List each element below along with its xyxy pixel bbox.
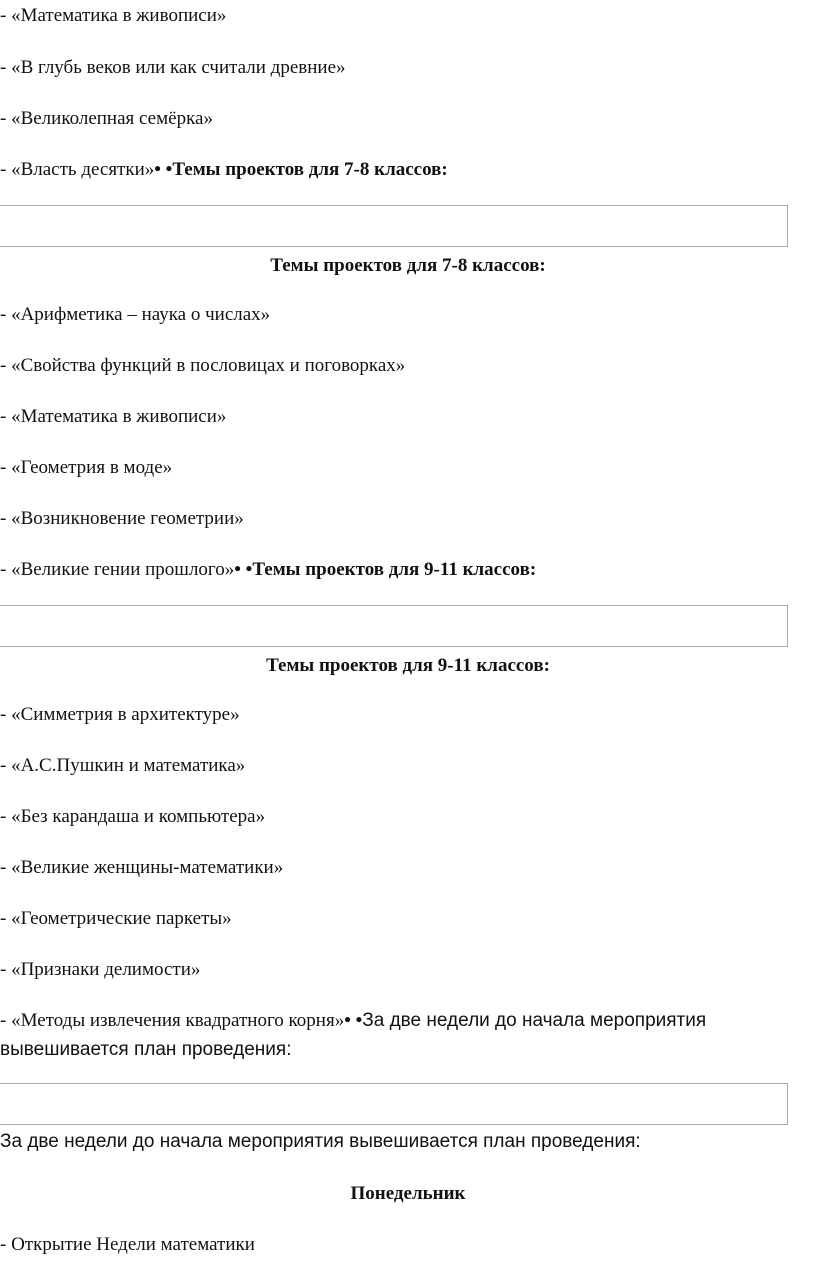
topic-item: - «Возникновение геометрии» <box>0 508 244 529</box>
topic-item: - «Геометрические паркеты» <box>0 908 232 929</box>
topic-item: - «Без карандаша и компьютера» <box>0 806 266 827</box>
bullet-marks: • • <box>154 159 173 180</box>
day-heading: Понедельник <box>350 1183 466 1204</box>
topic-item: - «Геометрия в моде» <box>0 457 173 478</box>
topic-item: - «Арифметика – наука о числах» <box>0 304 271 325</box>
topic-item: - «А.С.Пушкин и математика» <box>0 755 246 776</box>
empty-frame <box>0 1083 788 1125</box>
topic-item-with-heading <box>0 158 448 182</box>
topic-item: - «Математика в живописи» <box>0 406 227 427</box>
day-item: - Открытие Недели математики <box>0 1234 255 1255</box>
topic-item: - «Великолепная семёрка» <box>0 108 213 129</box>
section-heading: Темы проектов для 9-11 классов: <box>266 655 550 676</box>
inline-heading: Темы проектов для 7-8 классов: <box>172 159 448 180</box>
topic-item: - «Великие гении прошлого» <box>0 559 235 580</box>
topic-item: - «Свойства функций в пословицах и поговорках» <box>0 355 406 376</box>
section-heading: Темы проектов для 7-8 классов: <box>270 255 546 276</box>
topic-item: - «В глубь веков или как считали древние» <box>0 57 346 78</box>
topic-item: - «Власть десятки» <box>0 159 155 180</box>
empty-frame <box>0 205 788 247</box>
plan-inline-text: За две недели до начала мероприятия <box>362 1010 707 1031</box>
bullet-marks: • • <box>234 559 253 580</box>
empty-frame <box>0 605 788 647</box>
topic-item: - «Симметрия в архитектуре» <box>0 704 240 725</box>
plan-inline-text-continued: вывешивается план проведения: <box>0 1039 292 1060</box>
topic-item: - «Методы извлечения квадратного корня» <box>0 1010 345 1031</box>
topic-item: - «Математика в живописи» <box>0 5 227 26</box>
inline-heading: Темы проектов для 9-11 классов: <box>252 559 537 580</box>
topic-item: - «Великие женщины-математики» <box>0 857 284 878</box>
topic-item-with-heading <box>0 558 536 582</box>
plan-intro: За две недели до начала мероприятия вывешивается план проведения: <box>0 1131 641 1152</box>
topic-item: - «Признаки делимости» <box>0 959 201 980</box>
topic-item-with-plan <box>0 1009 706 1033</box>
bullet-marks: • • <box>344 1010 363 1031</box>
